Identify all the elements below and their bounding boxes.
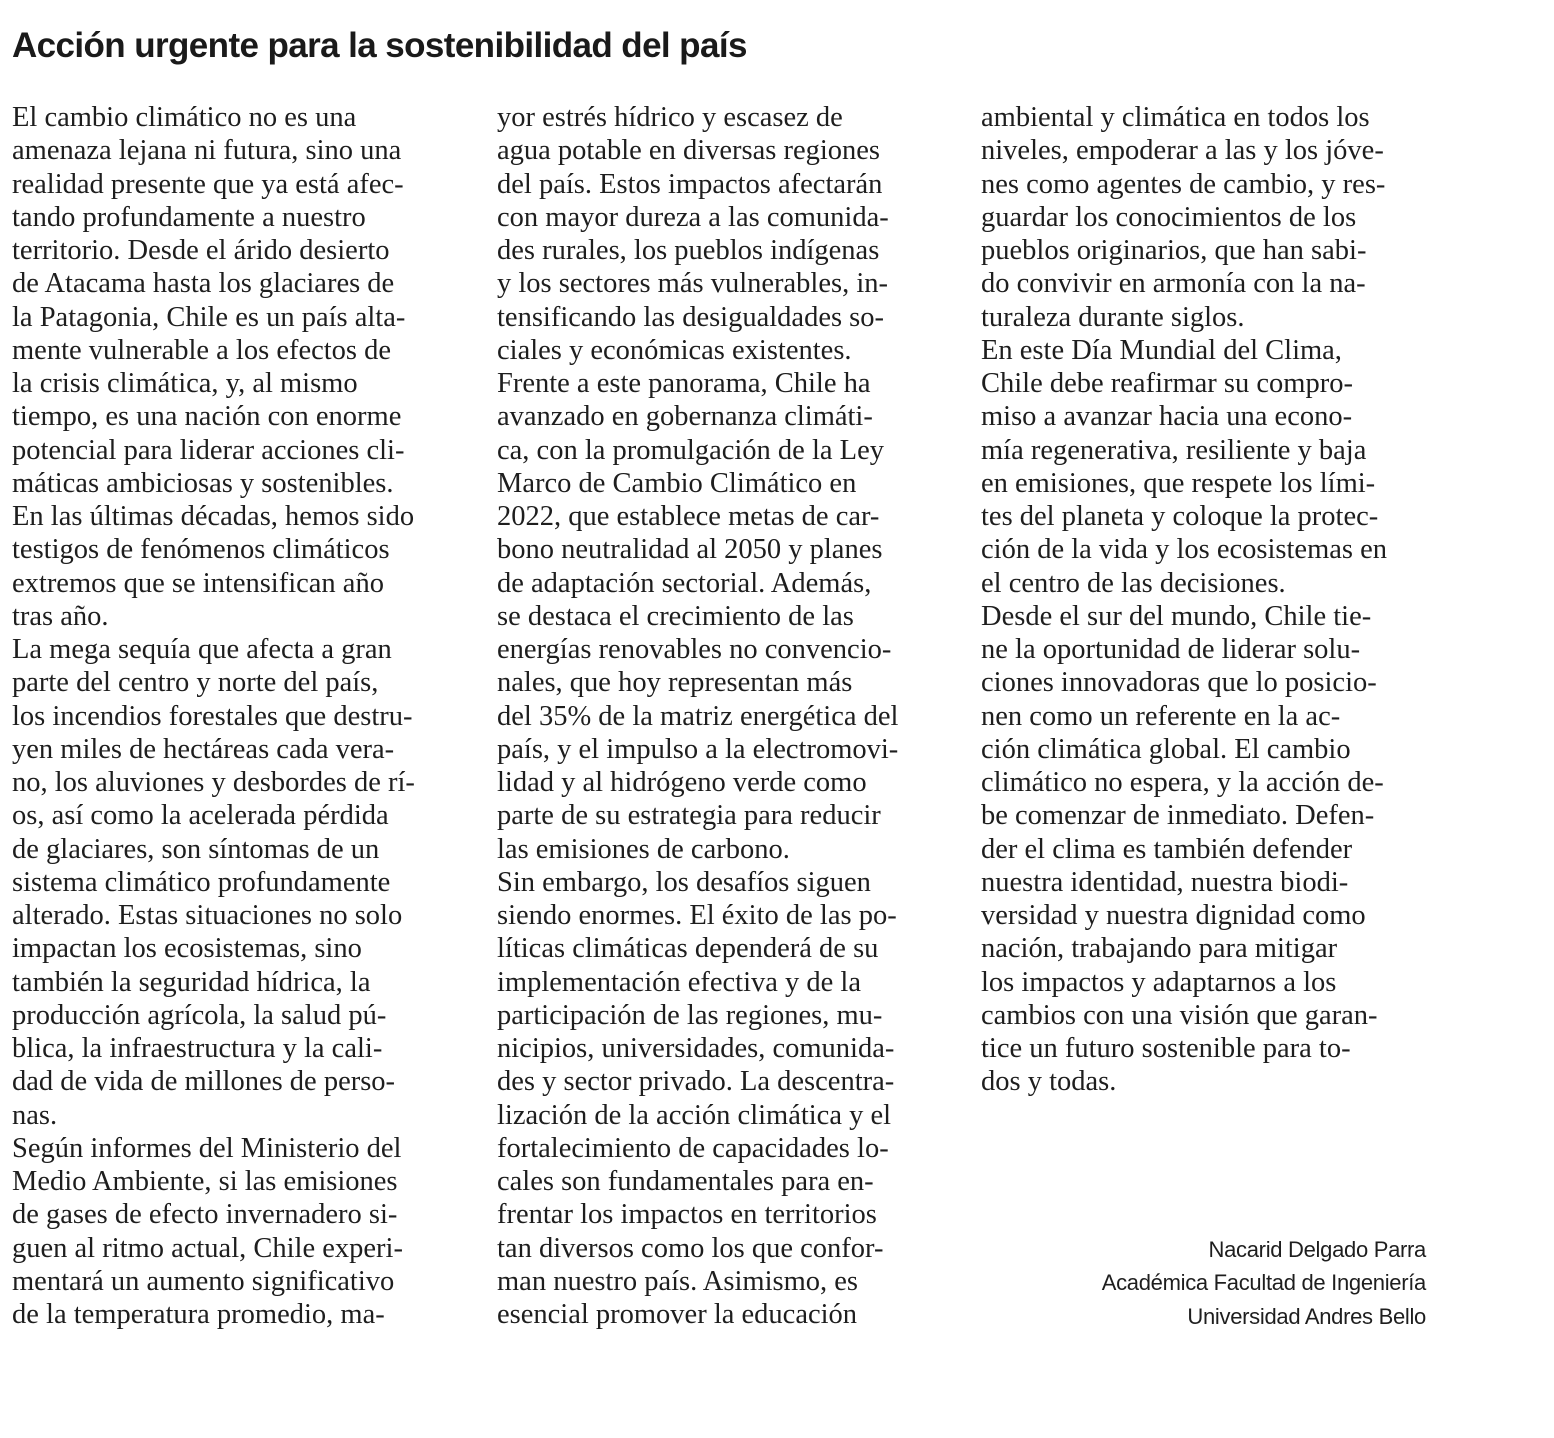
text-line: niveles, empoderar a las y los jóve- [981,135,1384,167]
text-line: tras año. [12,600,109,632]
text-line: sistema climático profundamente [12,866,391,898]
text-line: Según informes del Ministerio del [12,1132,402,1164]
text-line: os, así como la acelerada pérdida [12,800,389,832]
text-line: la Patagonia, Chile es un país alta- [12,301,406,333]
text-line: yen miles de hectáreas cada vera- [12,733,395,765]
text-line: ción climática global. El cambio [981,733,1351,765]
text-line: producción agrícola, la salud pú- [12,999,387,1031]
text-line: energías renovables no convencio- [497,634,892,665]
text-line: el centro de las decisiones. [981,567,1286,599]
text-line: guen al ritmo actual, Chile experi- [12,1232,403,1264]
text-line: tensificando las desigualdades so- [497,301,885,333]
text-line: parte del centro y norte del país, [12,667,379,699]
text-line: del 35% de la matriz energética del [497,700,899,732]
text-line: los incendios forestales que destru- [12,700,413,732]
text-line: extremos que se intensifican año [12,567,384,599]
text-line: yor estrés hídrico y escasez de [497,102,843,133]
text-line: der el clima es también defender [981,833,1353,865]
text-line: tice un futuro sostenible para to- [981,1033,1351,1064]
text-line: las emisiones de carbono. [497,833,790,865]
text-line: ambiental y climática en todos los [981,102,1370,133]
text-line: man nuestro país. Asimismo, es [497,1265,858,1297]
text-line: fortalecimiento de capacidades lo- [497,1132,889,1164]
text-line: dos y todas. [981,1066,1117,1098]
text-line: se destaca el crecimiento de las [497,600,854,632]
text-line: siendo enormes. El éxito de las po- [497,900,897,931]
text-line: lidad y al hidrógeno verde como [497,767,867,798]
article-headline: Acción urgente para la sostenibilidad del país [12,26,747,65]
text-line: también la seguridad hídrica, la [12,966,371,998]
text-line: tando profundamente a nuestro [12,201,366,233]
text-line: participación de las regiones, mu- [497,999,883,1031]
text-line: miso a avanzar hacia una econo- [981,401,1353,433]
article-column-2 [497,101,957,1331]
text-line: La mega sequía que afecta a gran [12,634,392,665]
text-line: climático no espera, y la acción de- [981,767,1384,798]
text-line: Sin embargo, los desafíos siguen [497,866,871,898]
text-line: dad de vida de millones de perso- [12,1066,396,1098]
text-line: Medio Ambiente, si las emisiones [12,1166,398,1197]
text-line: en emisiones, que respete los lími- [981,467,1376,499]
text-line: tes del planeta y coloque la protec- [981,501,1379,532]
text-line: pueblos originarios, que han sabi- [981,235,1367,266]
text-line: tiempo, es una nación con enorme [12,401,402,433]
text-line: territorio. Desde el árido desierto [12,235,390,266]
text-line: de glaciares, son síntomas de un [12,833,380,865]
author-role: Académica Facultad de Ingeniería [1101,1270,1426,1296]
text-line: país, y el impulso a la electromovi- [497,733,899,765]
text-line: Frente a este panorama, Chile ha [497,368,871,399]
text-line: frentar los impactos en territorios [497,1199,877,1231]
text-line: tan diversos como los que confor- [497,1232,884,1264]
text-line: nuestra identidad, nuestra biodi- [981,866,1349,898]
text-line: bono neutralidad al 2050 y planes [497,534,883,566]
text-line: los impactos y adaptarnos a los [981,966,1337,998]
text-line: del país. Estos impactos afectarán [497,168,883,200]
text-line: la crisis climática, y, al mismo [12,368,358,399]
text-line: mente vulnerable a los efectos de [12,334,392,366]
text-line: turaleza durante siglos. [981,301,1245,333]
author-institution: Universidad Andres Bello [1187,1303,1426,1329]
text-line: implementación efectiva y de la [497,966,862,998]
text-line: alterado. Estas situaciones no solo [12,900,403,931]
text-line: lización de la acción climática y el [497,1099,892,1131]
text-line: cambios con una visión que garan- [981,999,1378,1031]
text-line: realidad presente que ya está afec- [12,168,404,200]
text-line: ción de la vida y los ecosistemas en [981,534,1388,566]
text-line: nación, trabajando para mitigar [981,933,1338,965]
text-line: Chile debe reafirmar su compro- [981,368,1353,399]
text-line: mentará un aumento significativo [12,1265,395,1297]
text-line: ciones innovadoras que lo posicio- [981,667,1377,699]
text-line: do convivir en armonía con la na- [981,268,1366,300]
text-line: ca, con la promulgación de la Ley [497,434,884,466]
text-line: esencial promover la educación [497,1299,858,1330]
text-line: nales, que hoy representan más [497,667,853,699]
author-signature [1102,1233,1426,1333]
text-line: de Atacama hasta los glaciares de [12,268,395,300]
text-line: versidad y nuestra dignidad como [981,900,1366,931]
text-line: des rurales, los pueblos indígenas [497,235,880,266]
text-line: amenaza lejana ni futura, sino una [12,135,402,167]
text-line: agua potable en diversas regiones [497,135,881,167]
text-line: impactan los ecosistemas, sino [12,933,362,965]
text-line: nes como agentes de cambio, y res- [981,168,1386,200]
text-line: avanzado en gobernanza climáti- [497,401,873,433]
text-line: parte de su estrategia para reducir [497,800,881,832]
text-line: Desde el sur del mundo, Chile tie- [981,600,1372,632]
text-line: de gases de efecto invernadero si- [12,1199,398,1231]
article-column-1 [12,101,477,1331]
text-line: y los sectores más vulnerables, in- [497,268,888,300]
text-line: nas. [12,1099,58,1131]
text-line: blica, la infraestructura y la cali- [12,1033,383,1064]
text-line: ne la oportunidad de liderar solu- [981,634,1361,665]
text-line: guardar los conocimientos de los [981,201,1357,233]
text-line: nen como un referente en la ac- [981,700,1341,732]
text-line: testigos de fenómenos climáticos [12,534,390,566]
text-line: El cambio climático no es una [12,102,357,133]
text-line: 2022, que establece metas de car- [497,501,880,532]
text-line: Marco de Cambio Climático en [497,467,857,499]
text-line: con mayor dureza a las comunida- [497,201,889,233]
author-name: Nacarid Delgado Parra [1208,1237,1426,1262]
text-line: máticas ambiciosas y sostenibles. [12,467,394,499]
text-line: cales son fundamentales para en- [497,1166,874,1197]
text-line: líticas climáticas dependerá de su [497,933,879,965]
text-line: be comenzar de inmediato. Defen- [981,800,1375,832]
text-line: de la temperatura promedio, ma- [12,1299,385,1330]
text-line: En este Día Mundial del Clima, [981,334,1342,366]
text-line: de adaptación sectorial. Además, [497,567,872,599]
text-line: potencial para liderar acciones cli- [12,434,405,466]
text-line: nicipios, universidades, comunida- [497,1033,895,1064]
text-line: des y sector privado. La descentra- [497,1066,895,1098]
text-line: no, los aluviones y desbordes de rí- [12,767,415,798]
article-column-3 [981,101,1441,1099]
text-line: En las últimas décadas, hemos sido [12,501,415,532]
text-line: ciales y económicas existentes. [497,334,852,366]
text-line: mía regenerativa, resiliente y baja [981,434,1367,466]
